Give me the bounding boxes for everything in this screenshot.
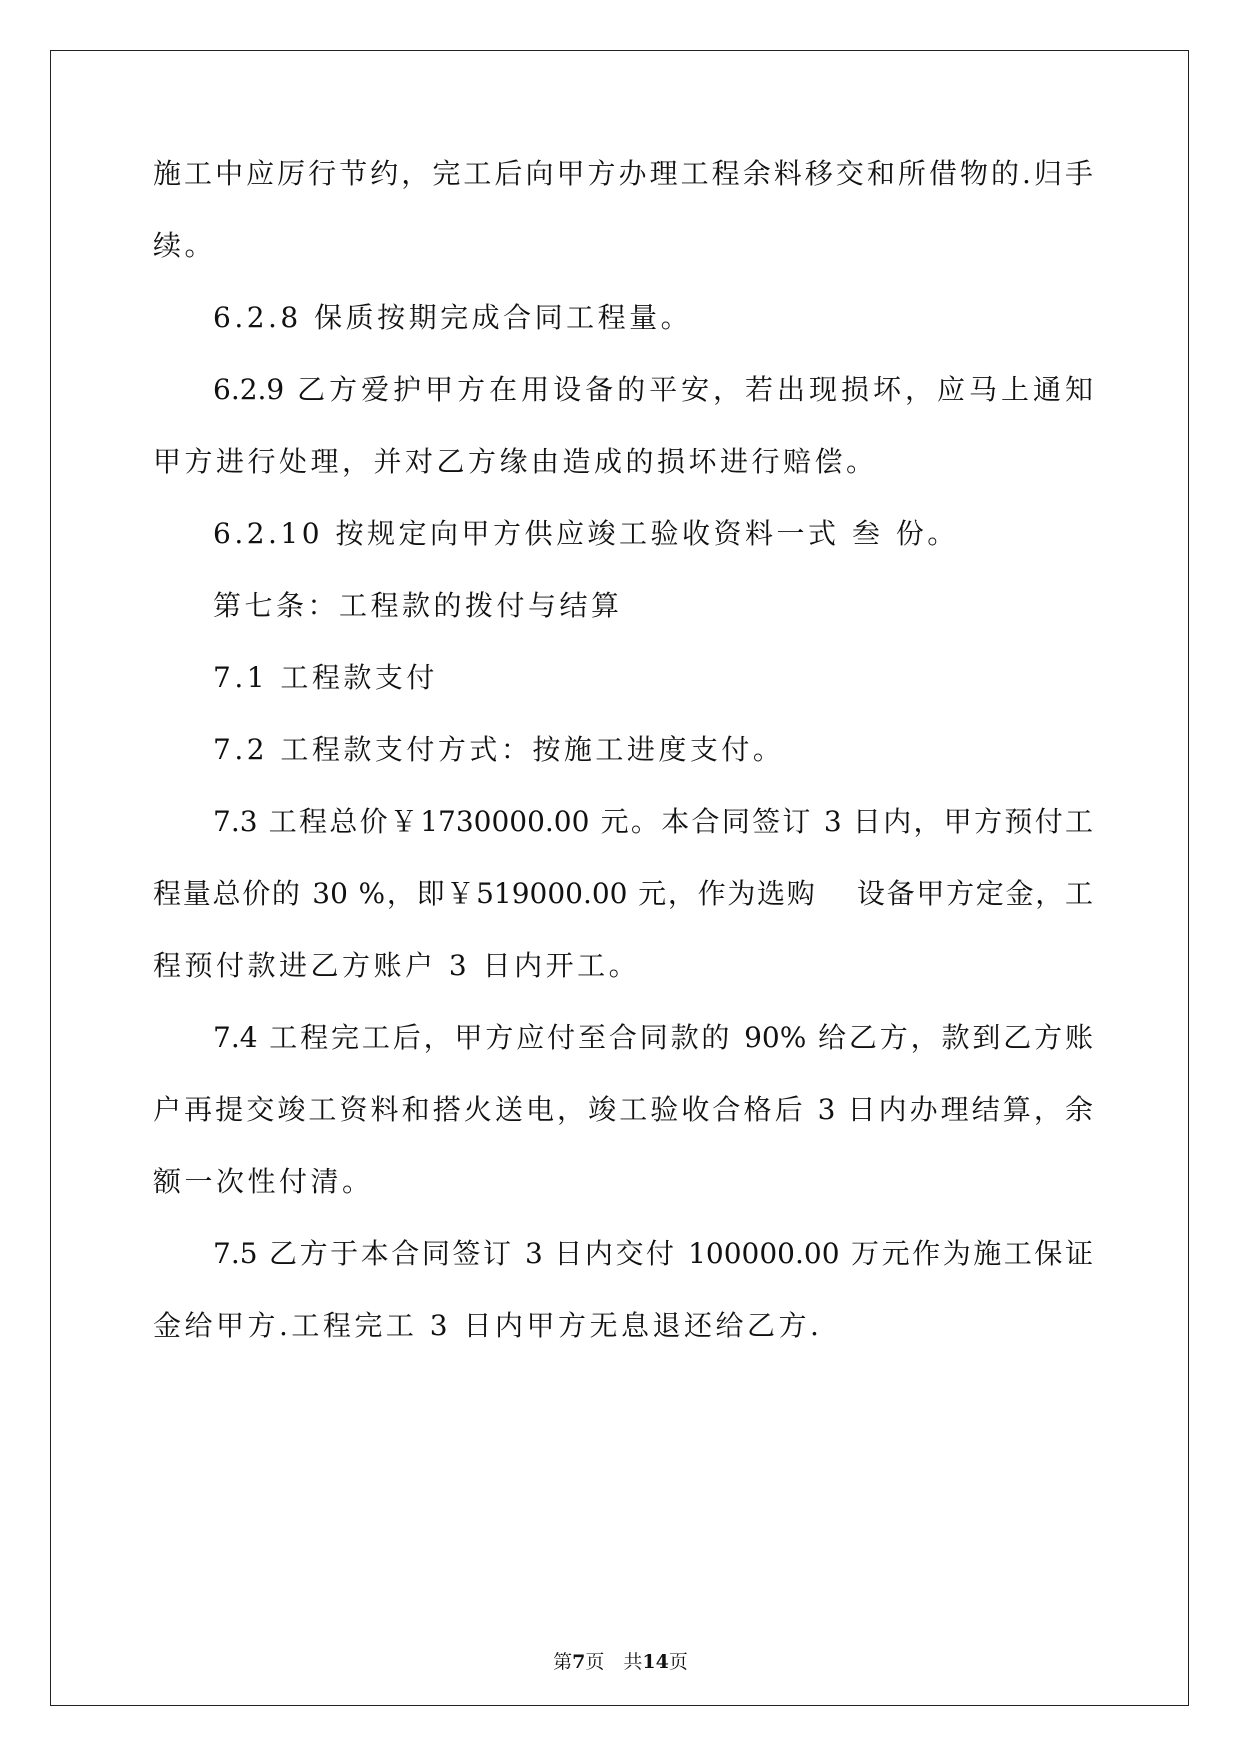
text-line-4: 6.2.9 乙方爱护甲方在用设备的平安，若出现损坏，应马上通知	[213, 373, 1093, 406]
text-line-9: 7.2 工程款支付方式：按施工进度支付。	[213, 733, 785, 766]
text-line-13: 7.4 工程完工后，甲方应付至合同款的 90% 给乙方，款到乙方账	[213, 1021, 1093, 1054]
footer-suffix: 页	[668, 1651, 688, 1673]
text-line-2: 续。	[153, 229, 217, 262]
text-line-6: 6.2.10 按规定向甲方供应竣工验收资料一式 叁 份。	[213, 517, 959, 550]
text-line-11: 程量总价的 30 %，即￥519000.00 元，作为选购 设备甲方定金，工	[153, 877, 1093, 910]
text-line-15: 额一次性付清。	[153, 1165, 374, 1198]
footer-middle: 页 共	[585, 1651, 643, 1673]
text-line-16: 7.5 乙方于本合同签订 3 日内交付 100000.00 万元作为施工保证	[213, 1237, 1093, 1270]
text-line-1: 施工中应厉行节约，完工后向甲方办理工程余料移交和所借物的.归手	[153, 157, 1093, 190]
page-number-footer	[0, 1650, 1241, 1674]
section-heading: 第七条：工程款的拨付与结算	[213, 589, 623, 622]
text-line-17: 金给甲方.工程完工 3 日内甲方无息退还给乙方.	[153, 1309, 823, 1342]
footer-prefix: 第	[553, 1651, 573, 1673]
text-line-14: 户再提交竣工资料和搭火送电，竣工验收合格后 3 日内办理结算，余	[153, 1093, 1093, 1126]
footer-current-page: 7	[572, 1651, 586, 1673]
text-line-10: 7.3 工程总价￥1730000.00 元。本合同签订 3 日内，甲方预付工	[213, 805, 1093, 838]
text-line-3: 6.2.8 保质按期完成合同工程量。	[213, 301, 693, 334]
text-line-5: 甲方进行处理，并对乙方缘由造成的损坏进行赔偿。	[153, 445, 878, 478]
text-line-12: 程预付款进乙方账户 3 日内开工。	[153, 949, 641, 982]
text-line-8: 7.1 工程款支付	[213, 661, 438, 694]
footer-total-pages: 14	[642, 1651, 669, 1673]
